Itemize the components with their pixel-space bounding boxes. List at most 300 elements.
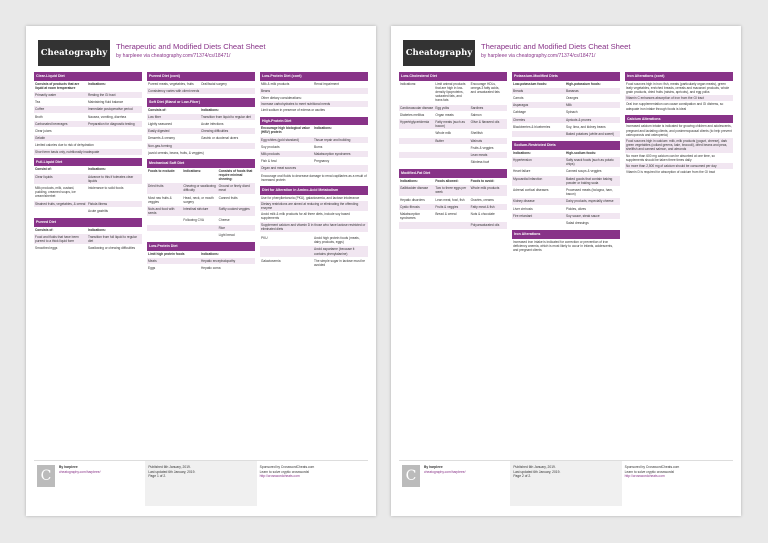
footer-dates	[145, 461, 256, 506]
table-cell: Cheese	[218, 218, 230, 223]
column-3	[260, 72, 368, 454]
table-cell	[183, 226, 218, 230]
section-header: Modified-Fat Diet	[399, 169, 507, 178]
table-cell	[435, 223, 470, 227]
table-row	[512, 157, 620, 168]
table-row	[34, 92, 142, 99]
table-cell: Indications:	[314, 126, 332, 131]
table-row	[34, 135, 142, 142]
table-cell: Salmon	[470, 112, 482, 117]
table-cell: Myocardial infarction	[513, 176, 543, 181]
table-cell	[88, 136, 141, 140]
table-cell: Fistula illness	[88, 201, 108, 206]
table-row	[34, 166, 142, 173]
table-cell: Swallowing or chewing difficulties	[88, 246, 136, 251]
table-cell: Spinach	[566, 110, 578, 115]
table-cell: Ground or finely diced meat	[218, 184, 250, 193]
page-footer	[34, 460, 368, 506]
table-cell: Consists of foods that require minimal chewing:	[218, 168, 253, 182]
table-cell: High-sodium foods:	[566, 150, 597, 155]
table-cell: Hepatic encephalopathy	[201, 258, 236, 263]
table-cell: Whole milk products	[470, 186, 500, 191]
cheatography-c-logo-icon: C	[37, 465, 55, 487]
table-cell: Limit high protein foods	[148, 251, 185, 256]
table-cell: Carrots	[513, 96, 524, 100]
footer-sponsor	[622, 461, 733, 506]
table-cell	[435, 153, 470, 157]
table-cell: Clear liquids	[35, 174, 53, 179]
table-cell: Liver cirrhosis	[513, 206, 533, 211]
table-row	[399, 138, 507, 145]
table-row	[512, 131, 620, 138]
table-cell: Indications:	[88, 167, 106, 172]
table-row	[147, 258, 255, 265]
section-header: Full-Liquid Diet	[34, 158, 142, 167]
table-cell: Following CVA	[183, 218, 204, 223]
section-note: Oral iron supplementation can cause constipation and GI distress, so adequate iron intake through foods is ideal	[626, 102, 724, 111]
table-row	[260, 144, 368, 151]
table-cell: Consist of:	[35, 167, 52, 172]
table-row	[399, 222, 507, 229]
table-row	[260, 165, 368, 172]
table-cell	[201, 89, 254, 93]
table-cell	[88, 129, 141, 133]
table-cell: Hypertriglyceridemia	[400, 120, 430, 125]
content-columns	[34, 72, 368, 454]
page-2	[391, 26, 741, 516]
table-cell	[35, 209, 88, 213]
table-cell: Encourage HDLs, omega-3 fatty acids, and unsaturated fats	[470, 81, 500, 94]
table-cell	[400, 223, 435, 227]
section-note: Other dietary considerations:	[261, 96, 302, 100]
section	[260, 235, 368, 269]
table-row	[34, 99, 142, 106]
table-cell: Indications:	[513, 150, 531, 155]
table-row	[147, 265, 255, 272]
table-cell	[400, 139, 435, 143]
table-cell: Coffee	[35, 107, 45, 112]
updated-date: Last updated 6th January, 2019.	[513, 469, 561, 474]
table-cell: Pickles, olives	[566, 206, 587, 211]
table-cell	[513, 221, 566, 225]
table-cell: Asparagus	[513, 103, 529, 108]
table-cell: The simple sugar in lactose must be avoided	[314, 258, 366, 268]
section	[34, 72, 142, 155]
table-cell: Most raw fruits & veggies	[148, 195, 172, 204]
table-row	[512, 95, 620, 102]
table-cell: Olive & flaxseed oils	[470, 120, 500, 125]
table-row	[512, 117, 620, 124]
author-link[interactable]: cheatography.com/harpleee/	[59, 469, 101, 474]
table-row	[512, 88, 620, 95]
table-row	[147, 135, 255, 142]
column-1	[34, 72, 142, 454]
table-cell: Kidney disease	[513, 199, 535, 204]
table-row	[512, 102, 620, 109]
table-row	[34, 174, 142, 185]
table-cell: Salty snack foods (such as potato chips)	[566, 158, 614, 167]
table-cell	[201, 144, 254, 148]
table-cell: Organ and meat sources	[261, 166, 297, 171]
table-cell	[400, 131, 435, 135]
author-name: By harpleee	[424, 465, 443, 469]
table-row	[34, 121, 142, 128]
section-header: Low-Protein Diet	[147, 242, 255, 251]
table-cell: Fatty meat & fish	[470, 204, 495, 209]
table-cell: Milk products	[261, 152, 280, 157]
table-cell: Dried fruits	[148, 184, 164, 189]
table-row	[399, 145, 507, 152]
table-row	[260, 258, 368, 269]
sponsor-link[interactable]: http://crosswordcheats.com	[259, 474, 300, 479]
table-cell: Blackberries & blueberries	[513, 124, 551, 129]
table-row	[512, 176, 620, 187]
table-cell: Fish & fowl	[261, 159, 277, 164]
table-row	[34, 128, 142, 135]
table-row	[147, 81, 255, 88]
table-cell: Encourage high biological value (HBV) protein	[261, 126, 310, 135]
footer-author	[34, 461, 145, 506]
section-note: Increased iron intake is indicated for correction or prevention of iron deficiency anemia, which is most likely to occur in infants, adolescents, and pregnant clients	[513, 239, 613, 253]
table-cell: Nuts and food with seeds	[148, 207, 175, 216]
section	[260, 186, 368, 232]
table-row	[34, 201, 142, 208]
table-cell	[148, 218, 183, 222]
table-row	[147, 217, 255, 224]
table-cell: Gravies, creams	[470, 197, 494, 202]
footer-author	[399, 461, 510, 506]
table-cell: Burns	[314, 144, 323, 149]
table-cell	[435, 160, 470, 164]
table-cell: PKU	[261, 236, 268, 241]
table-row	[34, 227, 142, 234]
table-cell: Chewing difficulties	[201, 129, 229, 134]
sponsor-name: Sponsored by CrosswordCheats.com	[259, 465, 315, 469]
table-row	[34, 81, 142, 92]
section-note: Vitamin D is required for absorption of calcium from the GI tract	[626, 170, 716, 175]
table-cell: Indications:	[201, 251, 219, 256]
section	[399, 72, 507, 166]
table-cell: Oranges	[566, 96, 579, 100]
table-cell: Cherries	[513, 117, 526, 122]
table-cell: Eggs	[148, 266, 156, 271]
sponsor-link[interactable]: http://crosswordcheats.com	[624, 474, 665, 479]
table-cell: Galactosemia	[261, 258, 281, 263]
table-cell: Egg yolks	[435, 105, 450, 110]
section-note: Limit sodium in presence of edema or ascites	[261, 108, 325, 113]
table-cell: Hepatic disorders	[400, 197, 425, 202]
table-cell: Two to three eggs per week	[435, 186, 467, 195]
table-cell: Indications:	[88, 81, 106, 86]
table-row	[399, 204, 507, 211]
section	[34, 218, 142, 252]
section	[625, 72, 733, 112]
sheet-subtitle[interactable]: by harpleee via cheatography.com/71374/cs/18471/	[481, 53, 596, 59]
section	[147, 72, 255, 95]
table-cell	[261, 247, 314, 255]
section-note: No more than 600 mg calcium can be absorbed at one time, so supplements should be taken three times daily	[626, 153, 715, 162]
table-cell: Indications:	[201, 107, 219, 112]
table-cell: Soy, lima, and kidney beans	[566, 124, 606, 129]
table-cell: Lightly seasoned	[148, 122, 172, 126]
section	[34, 158, 142, 215]
table-cell: Polyunsaturated oils	[470, 223, 500, 228]
table-row	[512, 150, 620, 157]
published-date: Published 6th January, 2019.	[148, 465, 191, 469]
table-cell: Diabetes mellitus	[400, 112, 425, 117]
section-header: Soft Diet (Bland or Low-Fiber)	[147, 98, 255, 107]
section-note: Short term basis only, nutritionally inadequate	[34, 149, 142, 155]
published-date: Published 6th January, 2019.	[513, 465, 556, 469]
table-cell: Immediate postoperative period	[88, 107, 133, 112]
sheet-header	[38, 40, 364, 68]
table-cell: Intolerance to solid foods	[88, 186, 124, 191]
table-cell: Limit animal products that are high in low-density lipoproteins, saturated fats, and trans fats	[435, 81, 466, 103]
table-cell: Cardiovascular disease	[400, 105, 434, 110]
table-cell: Maintaining fluid balance	[88, 100, 124, 105]
table-cell	[400, 146, 435, 150]
table-cell: Foods to avoid:	[470, 179, 495, 184]
table-row	[260, 81, 368, 88]
table-row	[260, 125, 368, 136]
table-row	[147, 225, 255, 232]
table-cell: Oral/facial surgery	[201, 81, 227, 86]
page-number: Page 1 of 2.	[148, 474, 167, 479]
table-row	[34, 245, 142, 252]
table-row	[147, 232, 255, 239]
table-cell: Consists of:	[35, 227, 54, 232]
table-cell: Hypertension	[513, 158, 532, 163]
table-row	[147, 107, 255, 114]
table-row	[147, 168, 255, 184]
table-row	[512, 198, 620, 205]
section-header: Potassium-Modified Diets	[512, 72, 620, 81]
table-cell: Bread & cereal	[435, 212, 457, 217]
table-cell: Indications:	[183, 168, 202, 173]
table-row	[147, 128, 255, 135]
section-note: Supplement calcium and vitamin D in those who have lactose restricted or eliminated diets	[260, 222, 368, 232]
table-row	[399, 211, 507, 222]
content-columns	[399, 72, 733, 454]
table-cell: Apricots & prunes	[566, 117, 592, 122]
sheet-title: Therapeutic and Modified Diets Cheat Sheet	[116, 42, 266, 51]
table-cell: Softly cooked veggies	[218, 207, 250, 212]
table-cell: Sardines	[470, 105, 484, 110]
author-link[interactable]: cheatography.com/harpleee/	[424, 469, 466, 474]
table-cell: Heart failure	[513, 169, 531, 174]
table-cell: Low fiber	[148, 114, 161, 119]
section	[512, 72, 620, 138]
table-cell: Foods to exclude:	[148, 168, 176, 173]
table-cell: Canned soups & veggies	[566, 169, 602, 174]
table-row	[260, 137, 368, 144]
table-cell: Pureed meats, vegetables, fruits	[148, 81, 194, 86]
column-2	[512, 72, 620, 454]
table-row	[399, 159, 507, 166]
section	[512, 230, 620, 253]
table-row	[260, 246, 368, 257]
table-cell: Egg whites (gold standard)	[261, 137, 299, 142]
section-note: Use for phenylketonuria (PKU), galactosemia, and lactose intolerance	[261, 195, 360, 200]
section-note: No more than 2,500 mg of calcium should be consumed per day	[625, 163, 733, 169]
sheet-header	[403, 40, 729, 68]
column-3	[625, 72, 733, 454]
section	[625, 115, 733, 176]
table-cell: Primarily water	[35, 93, 57, 97]
section-note: Avoid milk & milk products for all three diets, include soy based supplements	[261, 212, 350, 221]
table-row	[512, 109, 620, 116]
table-cell: Tea	[35, 100, 41, 105]
table-row	[147, 121, 255, 128]
table-cell: Organ meats	[435, 112, 454, 117]
table-row	[147, 251, 255, 258]
table-cell: Preparation for diagnostic testing	[88, 121, 135, 126]
table-row	[147, 195, 255, 206]
section-note: Food sources high in iron: fish, meats (particularly organ meats), green leafy vegetables, enriched breads, cereals and macaroni products, whole grain products, dried fruits (raisins, apricots), and egg yolks	[626, 81, 730, 94]
section	[399, 169, 507, 229]
table-cell: Fruits & veggies	[435, 204, 459, 209]
table-cell: Intestinal stricture	[183, 207, 209, 212]
table-cell: Lean meats	[470, 153, 488, 158]
table-row	[147, 88, 255, 95]
table-cell: Nuts & chocolate	[470, 212, 495, 217]
table-row	[399, 130, 507, 137]
section-header: Pureed Diet	[34, 218, 142, 227]
page-footer	[399, 460, 733, 506]
table-cell: Soy sauce, steak sauce	[566, 213, 600, 218]
section	[512, 141, 620, 227]
table-cell	[148, 233, 183, 237]
table-cell: High-potassium foods:	[566, 81, 601, 86]
table-cell: Indications:	[88, 227, 106, 232]
table-cell: Smoothed eggs	[35, 246, 58, 251]
sheet-title: Therapeutic and Modified Diets Cheat Sheet	[481, 42, 631, 51]
table-row	[512, 220, 620, 227]
table-cell: Fruits & veggies	[470, 145, 494, 150]
table-cell: Walnuts	[470, 138, 483, 143]
table-row	[399, 197, 507, 204]
table-cell: Transition from full liquid to regular diet	[88, 234, 137, 244]
table-cell: Clear juices	[35, 129, 52, 134]
section	[147, 159, 255, 239]
cheatography-c-logo-icon: C	[402, 465, 420, 487]
author-name: By harpleee	[59, 465, 78, 469]
table-cell: Easily digested	[148, 129, 170, 134]
table-cell: Butter	[435, 138, 444, 143]
table-row	[34, 185, 142, 201]
section-header: Calcium Alterations	[625, 115, 733, 124]
section-header: Iron Alterations (cont)	[625, 72, 733, 81]
table-cell: Consists of:	[148, 107, 167, 112]
table-cell: Hepatic coma	[201, 266, 221, 271]
table-row	[147, 143, 255, 150]
footer-sponsor	[257, 461, 368, 506]
section	[260, 72, 368, 114]
table-cell: Tissue repair and building	[314, 137, 351, 142]
table-cell: Cystic fibrosis	[400, 204, 420, 209]
table-cell: Salad dressings	[566, 221, 589, 226]
table-cell: Breads	[513, 88, 524, 93]
table-row	[399, 185, 507, 196]
section-header: Low-Cholesterol Diet	[399, 72, 507, 81]
updated-date: Last updated 6th January, 2019.	[148, 469, 196, 474]
table-row	[399, 178, 507, 185]
table-cell: Advance to this if tolerates clear liquids	[88, 174, 134, 183]
sponsor-line: Learn to solve cryptic crosswords!	[259, 469, 310, 474]
table-cell: Skinless fowl	[470, 160, 490, 165]
table-row	[260, 235, 368, 246]
table-cell: Whole milk	[435, 131, 451, 136]
table-cell: Acute infections	[201, 122, 224, 126]
table-cell: Milk	[566, 103, 572, 108]
table-cell: Malabsorption syndromes	[400, 212, 421, 221]
section-note: Limited calories due to risk of dehydration	[35, 143, 94, 148]
table-row	[512, 213, 620, 220]
table-cell: Transition from liquid to regular diet	[201, 114, 251, 119]
table-cell: Lean meat, fowl, fish	[435, 197, 465, 202]
table-cell: Broth	[35, 114, 43, 119]
section-header: Diet for Alteration in Amino-Acid Metabolism	[260, 186, 368, 195]
section-note: Dietary restrictions are aimed at reducing or eliminating the offending enzyme	[260, 201, 368, 211]
table-cell: Canned fruits	[218, 195, 238, 200]
table-cell: Soy products	[261, 144, 280, 149]
table-row	[34, 106, 142, 113]
cheatography-logo[interactable]: Cheatography	[403, 40, 475, 66]
table-cell: Strained fruits, vegetables, & cereal	[35, 201, 86, 206]
section	[147, 98, 255, 156]
table-row	[147, 183, 255, 194]
section-note: Increased calcium intake is indicated for growing children and adolescents, pregnant and lactating clients, and postmenopausal clients (to help prevent osteoporosis and osteopenia)	[626, 124, 732, 137]
table-cell: Rice	[218, 225, 226, 230]
table-cell	[183, 233, 218, 237]
table-cell: Fatty meats (such as bacon)	[435, 120, 465, 129]
table-row	[512, 81, 620, 88]
table-cell: Foods allowed:	[435, 179, 459, 184]
table-cell: Fire retardant	[513, 213, 533, 218]
table-cell: Adrenal cortical diseases	[513, 188, 549, 193]
sheet-subtitle[interactable]: by harpleee via cheatography.com/71374/cs/18471/	[116, 53, 231, 59]
column-2	[147, 72, 255, 454]
section-note: Food sources high in calcium: milk, milk products (yogurt, cheese), dark green vegetables (collard greens, kale, broccoli), dried beans and peas, shellfish and canned salmon, and almonds	[625, 138, 733, 153]
table-cell	[513, 132, 566, 136]
table-cell	[148, 226, 183, 230]
table-cell: Bananas	[566, 88, 579, 93]
table-cell: Acute gastritis	[88, 208, 109, 213]
section	[147, 242, 255, 272]
table-row	[260, 158, 368, 165]
sponsor-line: Learn to solve cryptic crosswords!	[624, 469, 675, 474]
section-note: Increase carbohydrates to meet nutritional needs	[260, 101, 368, 107]
table-cell: Baked potatoes (white and sweet)	[566, 132, 615, 137]
table-cell: Low-potassium foods:	[513, 81, 547, 86]
cheatography-logo[interactable]: Cheatography	[38, 40, 110, 66]
table-row	[147, 206, 255, 217]
table-cell: Pregnancy	[314, 159, 330, 164]
section-header: High-Protein Diet	[260, 117, 368, 126]
table-cell: Light bread	[218, 232, 235, 237]
table-row	[147, 114, 255, 121]
page-1	[26, 26, 376, 516]
page-number: Page 2 of 2.	[513, 474, 532, 479]
table-row	[399, 112, 507, 119]
table-row	[399, 81, 507, 105]
table-row	[34, 234, 142, 245]
table-cell: Avoid high protein foods (meats, dairy products, eggs)	[314, 236, 360, 245]
table-cell	[435, 146, 470, 150]
table-cell: Renal impairment	[314, 81, 339, 86]
table-cell: Chewing or swallowing difficulty	[183, 184, 216, 193]
table-cell: Dairy products, especially cheese	[566, 199, 614, 204]
